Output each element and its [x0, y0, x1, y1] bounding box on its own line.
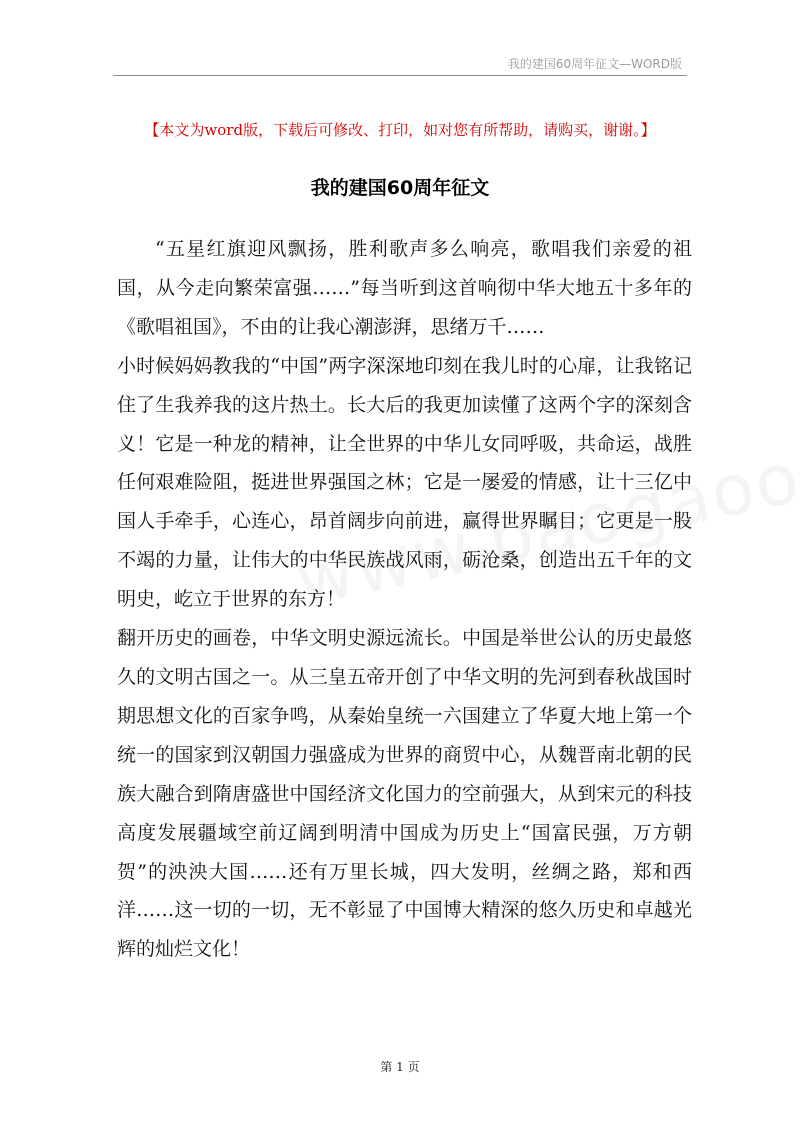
download-notice: 【本文为word版，下载后可修改、打印，如对您有所帮助，请购买，谢谢。】	[144, 121, 656, 139]
document-title: 我的建国60周年征文	[310, 177, 490, 199]
paragraph-history: 翻开历史的画卷，中华文明史源远流长。中国是举世公认的历史最悠久的文明古国之一。从三皇五帝开创了中华文明的先河到春秋战国时期思想文化的百家争鸣，从秦始皇统一六国建立了华夏大地上第一个统一的国家到汉朝国力强盛成为世界的商贸中心，从魏晋南北朝的民族大融合到隋唐盛世中国经济文化国力的空前强大，从到宋元的科技高度发展疆域空前辽阔到明清中国成为历史上“国富民强，万方朝贺”的泱泱大国……还有万里长城，四大发明，丝绸之路，郑和西洋……这一切的一切，无不彰显了中国博大精深的悠久历史和卓越光辉的灿烂文化！	[117, 627, 692, 961]
running-header: 我的建国60周年征文—WORD版	[507, 57, 682, 71]
header-divider	[113, 75, 687, 76]
document-body	[117, 230, 692, 969]
paragraph-intro: “五星红旗迎风飘扬，胜利歌声多么响亮，歌唱我们亲爱的祖国，从今走向繁荣富强……”每当听到这首响彻中华大地五十多年的《歌唱祖国》，不由的让我心潮澎湃，思绪万千……	[117, 238, 692, 338]
paragraph-china-meaning: 小时候妈妈教我的“中国”两字深深地印刻在我儿时的心扉，让我铭记住了生我养我的这片热土。长大后的我更加读懂了这两个字的深刻含义！它是一种龙的精神，让全世界的中华儿女同呼吸，共命运，战胜任何艰难险阻，挺进世界强国之林；它是一屡爱的情感，让十三亿中国人手牵手，心连心，昂首阔步向前进，赢得世界瞩目；它更是一股不竭的力量，让伟大的中华民族战风雨，砺沧桑，创造出五千年的文明史，屹立于世界的东方！	[117, 354, 692, 611]
page-number: 第 1 页	[380, 1060, 420, 1074]
